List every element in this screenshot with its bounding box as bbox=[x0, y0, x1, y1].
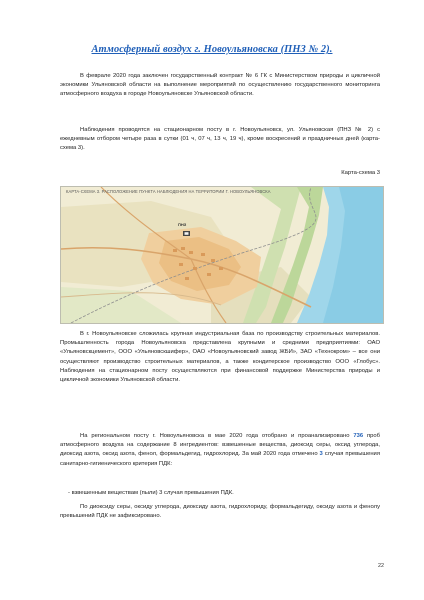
samples-text-after: случая превышения санитарно-гигиенического критерия ПДК: bbox=[60, 451, 380, 467]
samples-text-before: На региональном посту г. Новоульяновска в мае 2020 года отобрано и проанализировано bbox=[80, 433, 354, 439]
paragraph-industry: В г. Новоульяновске сложилась крупная индустриальная база по производству строительных материалов. Промышленность города Новоульяновска представлена крупными и средними предприятиями: ОАО «Ульяновскцемент», ООО «Ульяновскшифер», ОАО «Новоульяновский завод ЖБИ», ЗАО «Технокром» – все они осуществляют производство строительных материалов, а также кондитерское производство ООО «Глобус». Наблюдения на стационарном посту осуществляются при финансовой поддержке Министерства природы и цикличной экономики Ульяновской области. bbox=[60, 331, 380, 384]
map-title: КАРТА-СХЕМА 3. РАСПОЛОЖЕНИЕ ПУНКТА НАБЛЮДЕНИЯ НА ТЕРРИТОРИИ Г. НОВОУЛЬЯНОВСКА bbox=[66, 189, 271, 194]
page-number: 22 bbox=[378, 563, 384, 569]
page-title: Атмосферный воздух г. Новоульяновска (ПНЗ № 2). bbox=[91, 44, 333, 55]
paragraph-observations: Наблюдения проводятся на стационарном посту в г. Новоульяновск, ул. Ульяновская (ПНЗ № 2) с ежедневным отбором четыре раза в сутки (01 ч, 07 ч, 13 ч, 19 ч), кроме воскресений и праздничных дней (карта-схема 3). bbox=[60, 127, 380, 152]
exceedance-bullet: - взвешенным веществам (пыли) 3 случая превышения ПДК. bbox=[68, 490, 234, 496]
exceedance-count: 3 bbox=[319, 451, 323, 458]
samples-text-middle: проб атмосферного воздуха на содержание 8 ингредиентов: взвешенные вещества, диоксид серы, оксид углерода, диоксид азота, оксид азота, фенол, формальдегид, гидрохлорид. За май 2020 года отмечено bbox=[60, 433, 380, 458]
map-caption: Карта-схема 3 bbox=[341, 170, 380, 176]
paragraph-samples bbox=[60, 432, 380, 469]
samples-count: 736 bbox=[353, 433, 364, 439]
map-drawing bbox=[61, 187, 383, 323]
map-scheme bbox=[60, 186, 384, 324]
map-post-label: ПНЗ bbox=[178, 222, 187, 227]
paragraph-contract: В феврале 2020 года заключен государственный контракт № 6 ГК с Министерством природы и цикличной экономики Ульяновской области на выполнение мероприятий по осуществлению государственного мониторинга атмосферного воздуха в городе Новоульяновске Ульяновской области. bbox=[60, 73, 380, 98]
paragraph-no-exceedance: По диоксиду серы, оксиду углерода, диоксиду азота, гидрохлориду, формальдегиду, оксиду азота и фенолу превышений ПДК не зафиксировано. bbox=[60, 504, 380, 520]
